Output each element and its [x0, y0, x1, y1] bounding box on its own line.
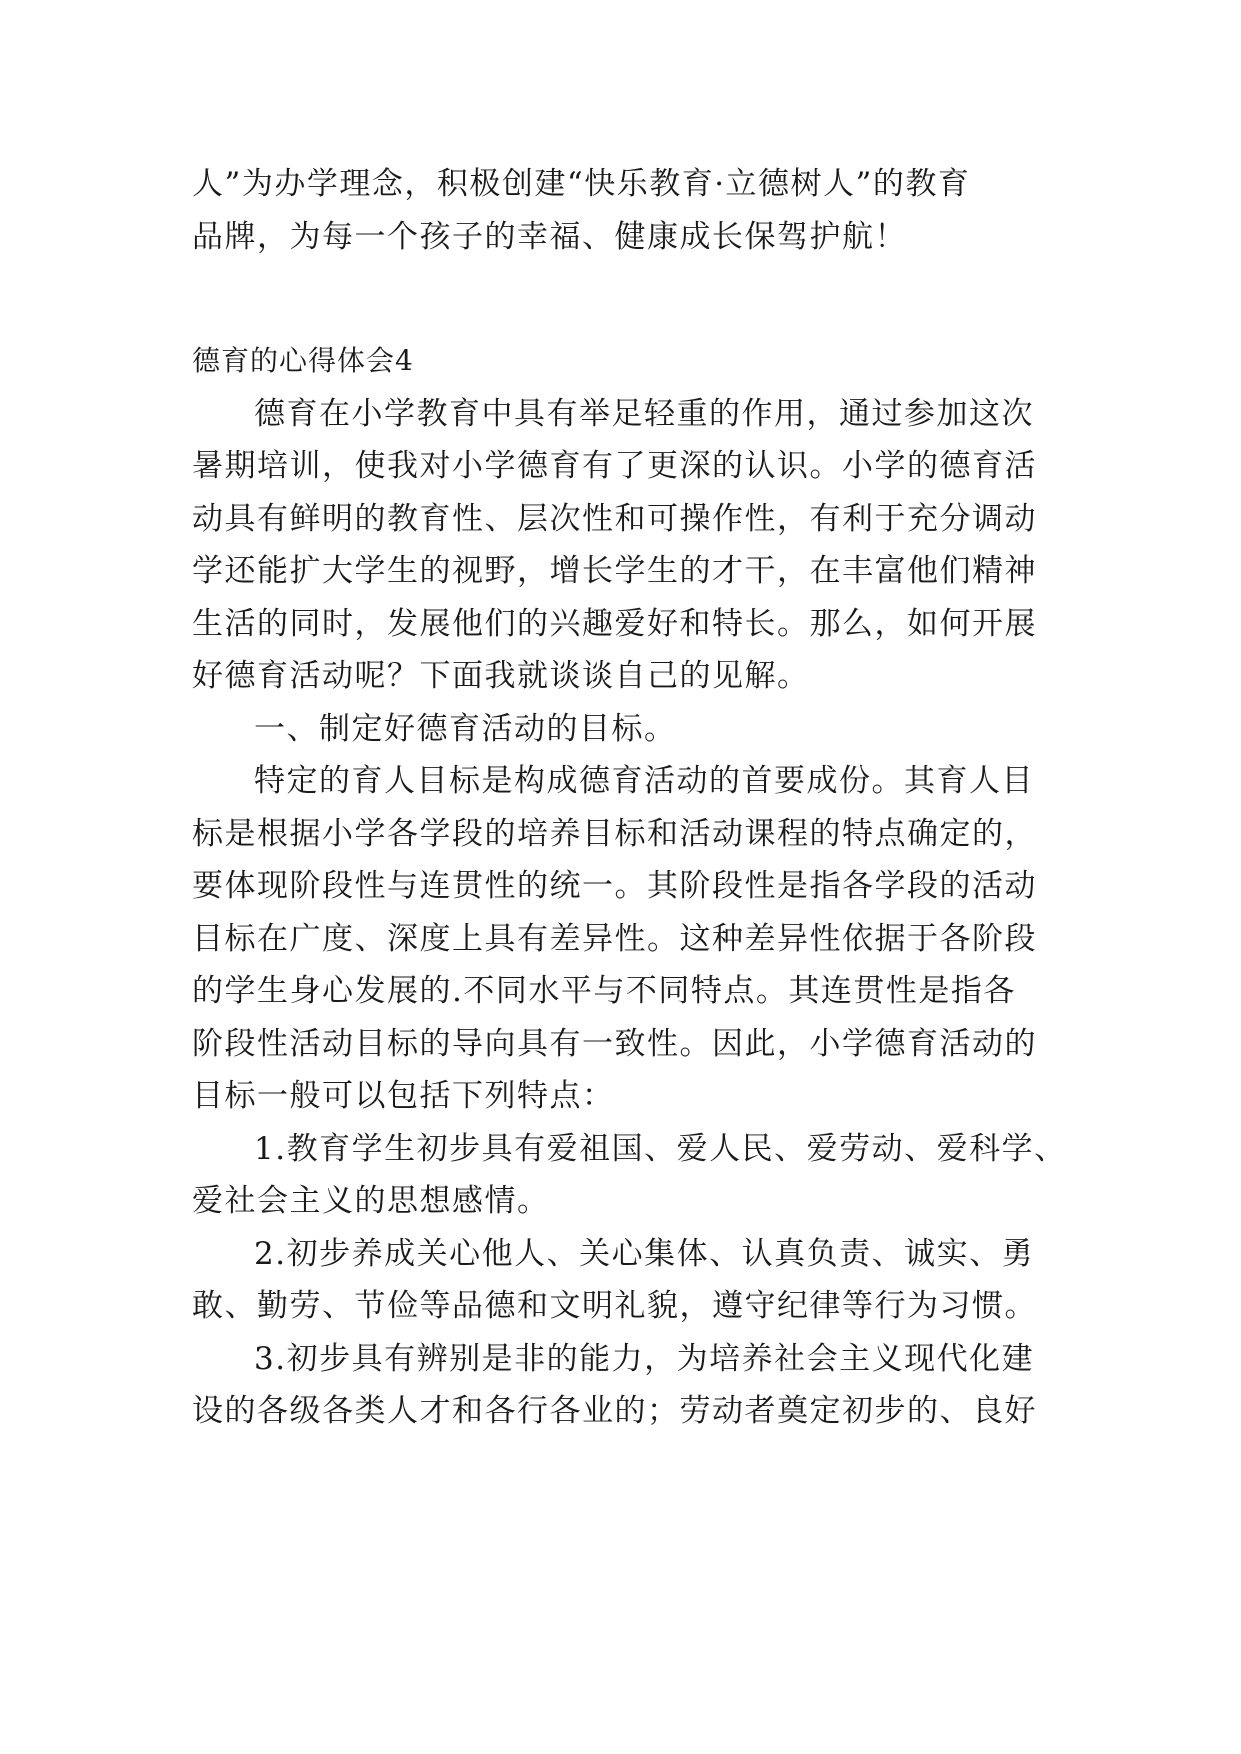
paragraph-line: 生活的同时，发展他们的兴趣爱好和特长。那么，如何开展	[192, 605, 1037, 642]
intro-line: 品牌，为每一个孩子的幸福、健康成长保驾护航！	[192, 218, 907, 255]
list-item-line: 设的各级各类人才和各行各业的；劳动者奠定初步的、良好	[192, 1393, 1037, 1429]
intro-line: 人”为办学理念，积极创建“快乐教育·立德树人”的教育	[192, 166, 971, 202]
paragraph-line: 暑期培训，使我对小学德育有了更深的认识。小学的德育活	[192, 448, 1037, 484]
paragraph-line: 的学生身心发展的.不同水平与不同特点。其连贯性是指各	[192, 973, 1016, 1009]
paragraph-line: 目标一般可以包括下列特点：	[192, 1078, 615, 1114]
list-item-line: 爱社会主义的思想感情。	[192, 1183, 550, 1219]
paragraph-line: 动具有鲜明的教育性、层次性和可操作性，有利于充分调动	[192, 500, 1037, 537]
document-body	[192, 158, 1067, 1438]
paragraph-line: 好德育活动呢？下面我就谈谈自己的见解。	[192, 658, 810, 694]
list-item-line: 2.初步养成关心他人、关心集体、认真负责、诚实、勇	[254, 1235, 1035, 1272]
section-title: 德育的心得体会4	[192, 344, 414, 377]
list-item-line: 1.教育学生初步具有爱祖国、爱人民、爱劳动、爱科学、	[254, 1130, 1067, 1167]
paragraph-line: 标是根据小学各学段的培养目标和活动课程的特点确定的，	[192, 815, 1037, 852]
paragraph-line: 学还能扩大学生的视野，增长学生的才干，在丰富他们精神	[192, 553, 1037, 589]
paragraph-line: 阶段性活动目标的导向具有一致性。因此，小学德育活动的	[192, 1025, 1037, 1062]
paragraph-line: 目标在广度、深度上具有差异性。这种差异性依据于各阶段	[192, 920, 1037, 957]
list-item-line: 3.初步具有辨别是非的能力，为培养社会主义现代化建	[254, 1340, 1035, 1377]
paragraph-line: 德育在小学教育中具有举足轻重的作用，通过参加这次	[254, 395, 1034, 432]
paragraph-line: 特定的育人目标是构成德育活动的首要成份。其育人目	[254, 763, 1034, 799]
list-item-line: 敢、勤劳、节俭等品德和文明礼貌，遵守纪律等行为习惯。	[192, 1288, 1037, 1324]
subheading: 一、制定好德育活动的目标。	[254, 710, 677, 747]
paragraph-line: 要体现阶段性与连贯性的统一。其阶段性是指各学段的活动	[192, 868, 1037, 904]
